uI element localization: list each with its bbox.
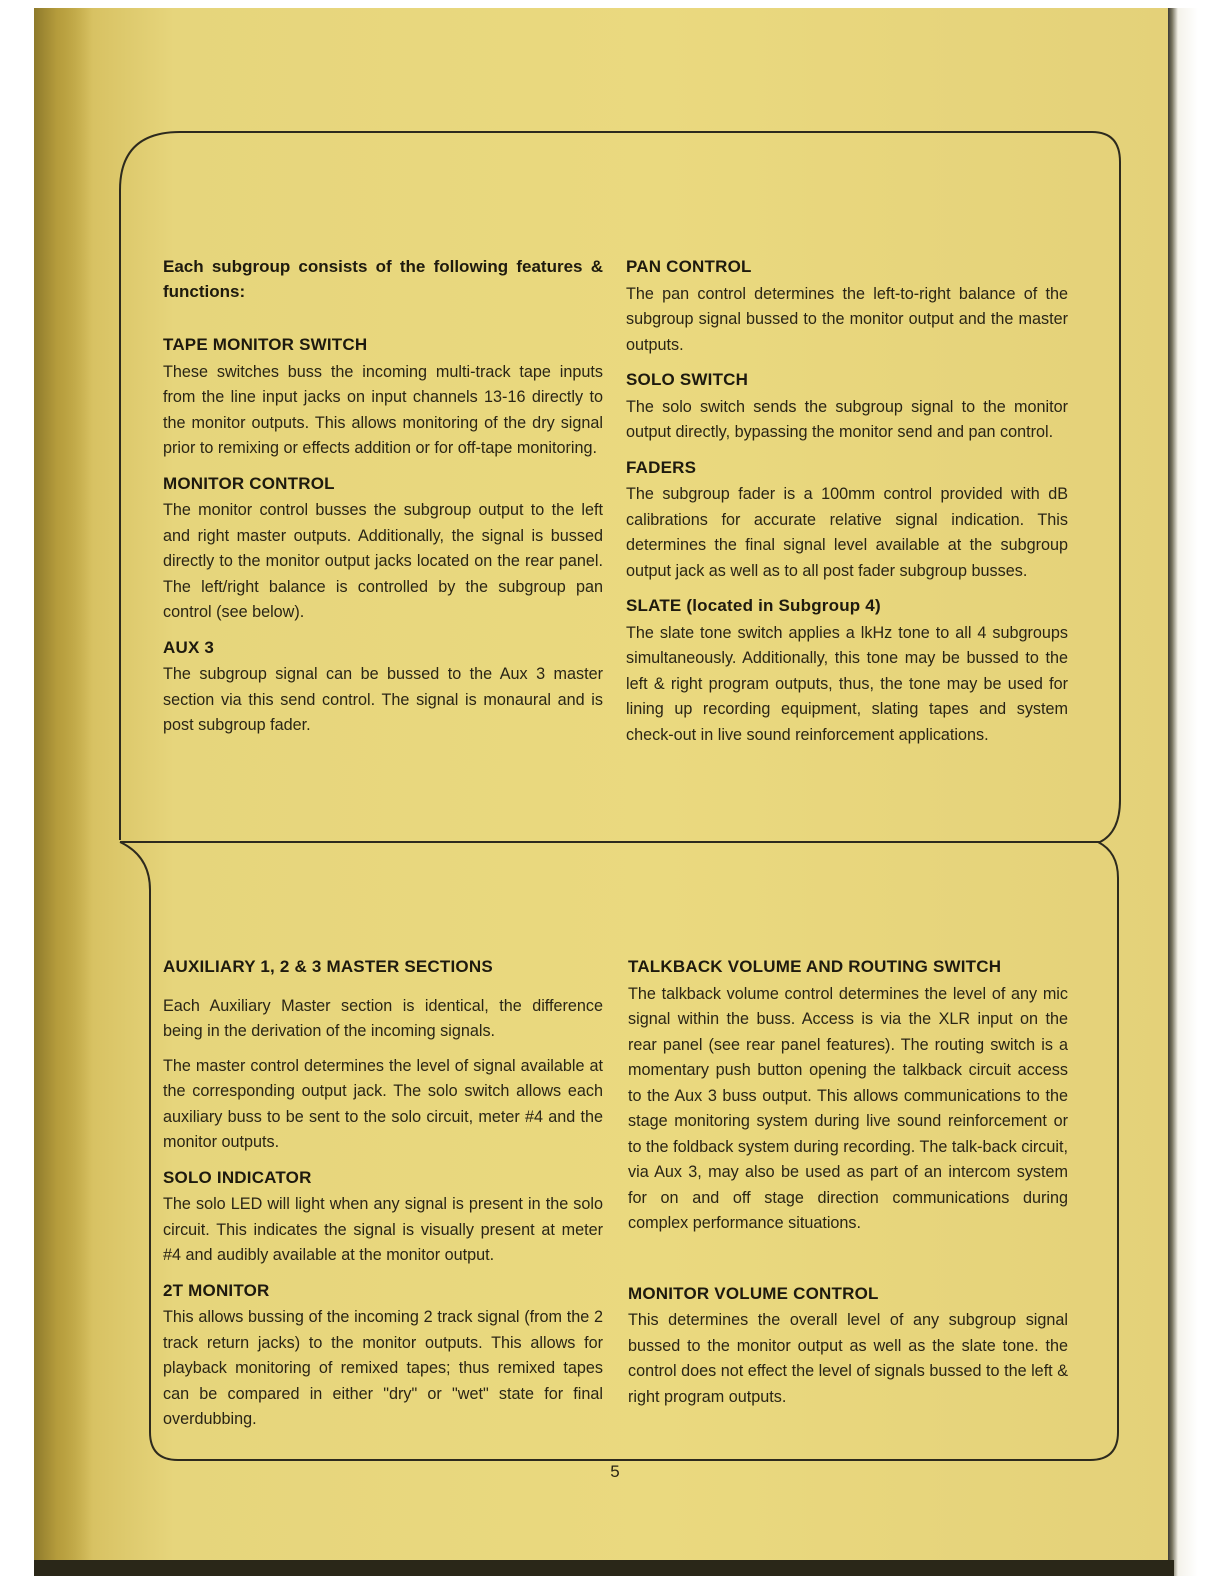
bottom-left-column	[163, 954, 603, 1442]
heading-solo-indicator: SOLO INDICATOR	[163, 1167, 312, 1187]
heading-talkback: TALKBACK VOLUME AND ROUTING SWITCH	[628, 957, 1002, 976]
body-2t-monitor: This allows bussing of the incoming 2 track signal (from the 2 track return jacks) to the monitor outputs. This allows for playback monitoring of remixed tapes; thus remixed tapes can be compared in either "dry" or "wet" state for final overdubbing.	[163, 1308, 603, 1428]
body-solo-switch: The solo switch sends the subgroup signal to the monitor output directly, bypassing the monitor send and pan control.	[626, 397, 1068, 441]
body-solo-indicator: The solo LED will light when any signal is present in the solo circuit. This indicates the signal is visually present at meter #4 and audibly available at the monitor output.	[163, 1195, 603, 1264]
body-monitor-control: The monitor control busses the subgroup output to the left and right master outputs. Additionally, the signal is bussed directly to the monitor output jacks located on the rear panel. The left/right balance is controlled by the subgroup pan control (see below).	[163, 501, 603, 621]
heading-faders: FADERS	[626, 457, 697, 477]
body-aux-3: The subgroup signal can be bussed to the Aux 3 master section via this send control. The signal is monaural and is post subgroup fader.	[163, 665, 603, 734]
heading-monitor-volume-control: MONITOR VOLUME CONTROL	[628, 1283, 879, 1303]
heading-monitor-control: MONITOR CONTROL	[163, 473, 335, 493]
heading-pan-control: PAN CONTROL	[626, 257, 752, 276]
body-faders: The subgroup fader is a 100mm control provided with dB calibrations for accurate relative signal indication. This determines the final signal level available at the subgroup output jack as well as to all post fader subgroup busses.	[626, 485, 1068, 580]
heading-aux-3: AUX 3	[163, 637, 215, 657]
aux-paragraph-1: Each Auxiliary Master section is identical, the difference being in the derivation of the incoming signals.	[163, 996, 603, 1040]
body-monitor-volume-control: This determines the overall level of any subgroup signal bussed to the monitor output as well as the slate tone. the control does not effect the level of signals bussed to the left & right program outputs.	[628, 1311, 1068, 1406]
body-slate: The slate tone switch applies a lkHz tone to all 4 subgroups simultaneously. Additionally, this tone may be bussed to the left & right program outputs, thus, the tone may be used for lining up recording equipment, slating tapes and system check-out in live sound reinforcement applications.	[626, 623, 1068, 744]
body-talkback: The talkback volume control determines the level of any mic signal within the buss. Access is via the XLR input on the rear panel (see rear panel features). The routing switch is a momentary push button opening the talkback circuit access to the Aux 3 buss output. This allows communications to the stage monitoring system during live sound reinforcement or to the foldback system during recording. The talk-back circuit, via Aux 3, may also be used as part of an intercom system for on and off stage direction communications during complex performance situations.	[628, 984, 1068, 1232]
heading-slate: SLATE (located in Subgroup 4)	[626, 596, 881, 615]
intro-text: Each subgroup consists of the following features & functions:	[163, 257, 603, 301]
aux-paragraph-2: The master control determines the level of signal available at the corresponding output jack. The solo switch allows each auxiliary buss to be sent to the solo circuit, meter #4 and the monitor outputs.	[163, 1056, 603, 1151]
page-number: 5	[610, 1462, 620, 1481]
bottom-right-column	[628, 954, 1068, 1419]
top-left-column	[163, 254, 603, 748]
heading-tape-monitor-switch: TAPE MONITOR SWITCH	[163, 335, 368, 354]
heading-auxiliary-master-sections: AUXILIARY 1, 2 & 3 MASTER SECTIONS	[163, 957, 493, 976]
top-right-column	[626, 254, 1068, 757]
body-pan-control: The pan control determines the left-to-right balance of the subgroup signal bussed to the monitor output and the master outputs.	[626, 284, 1068, 354]
heading-solo-switch: SOLO SWITCH	[626, 370, 749, 389]
body-tape-monitor-switch: These switches buss the incoming multi-track tape inputs from the line input jacks on input channels 13-16 directly to the monitor outputs. This allows monitoring of the dry signal prior to remixing or effects addition or for off-tape monitoring.	[163, 362, 603, 457]
heading-2t-monitor: 2T MONITOR	[163, 1280, 270, 1300]
